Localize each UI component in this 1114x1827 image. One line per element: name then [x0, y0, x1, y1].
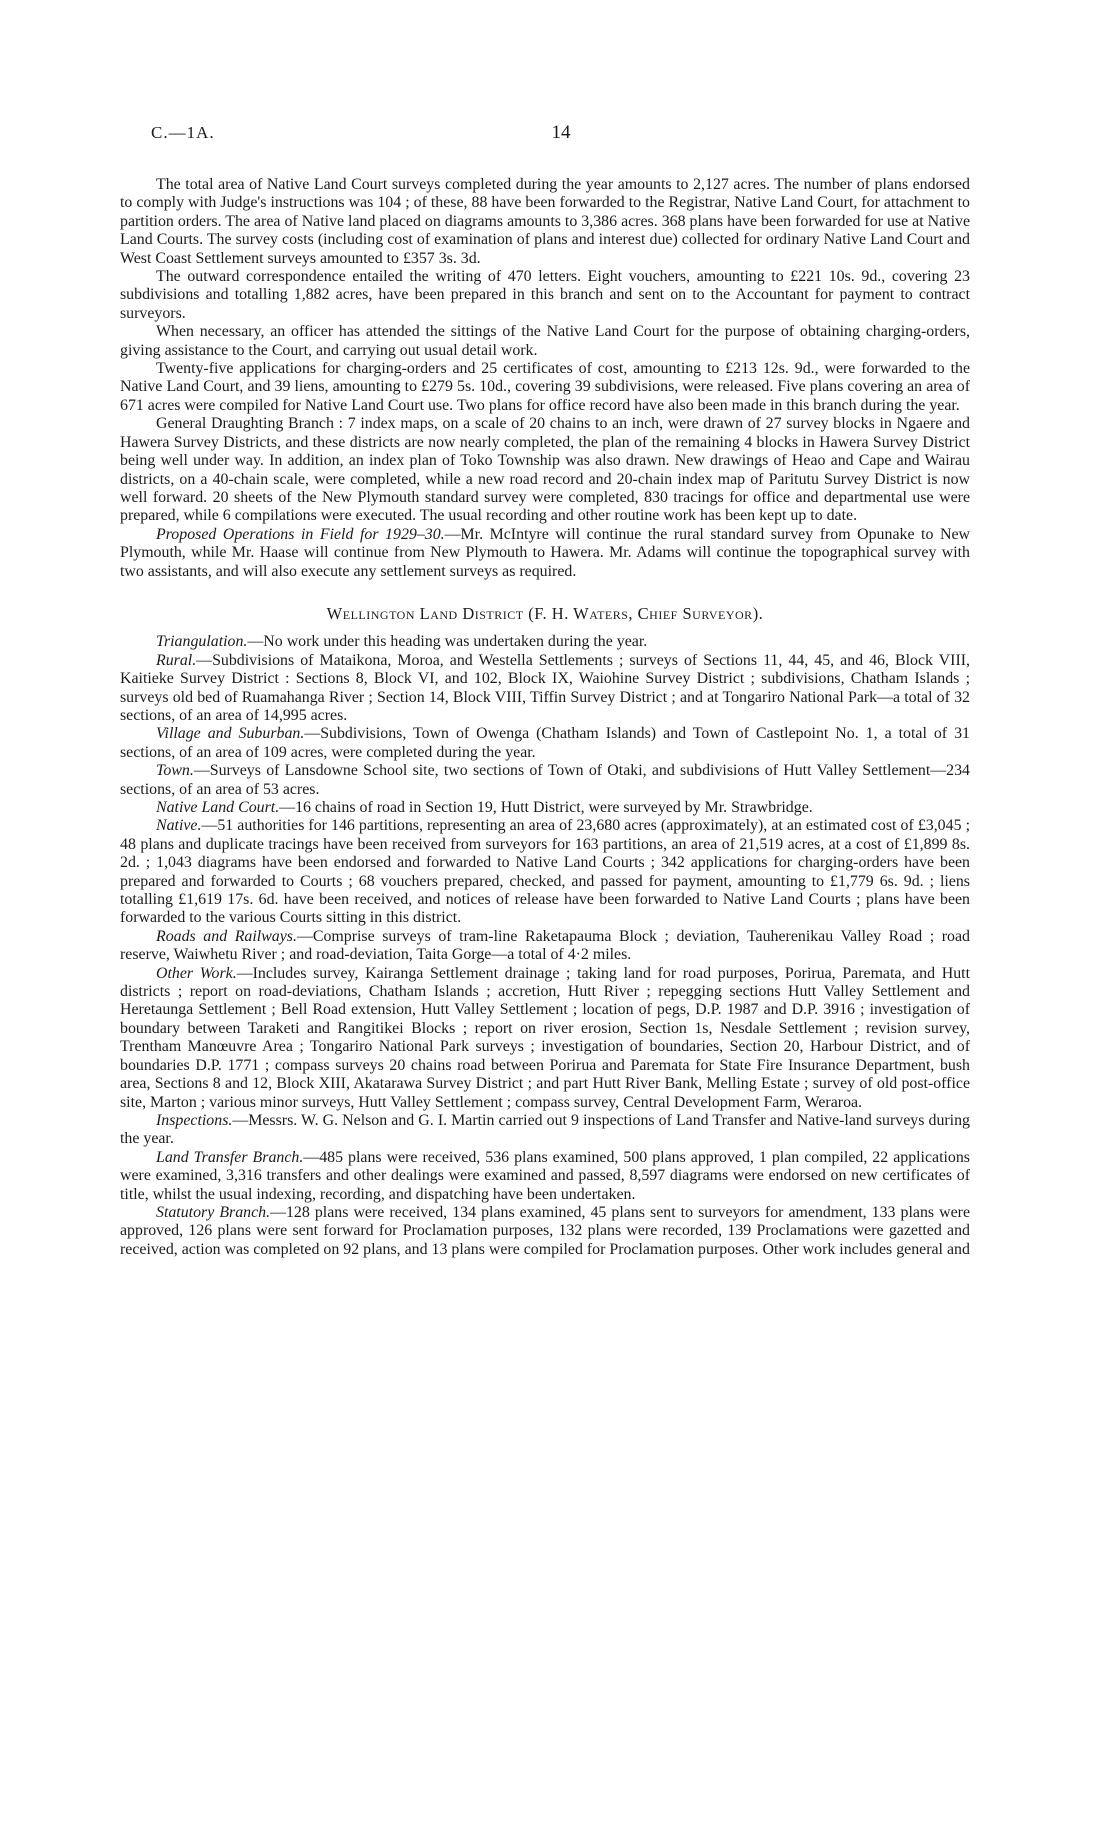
- paragraph: [120, 268, 970, 323]
- paragraph: [120, 360, 970, 415]
- paragraph-text: —Subdivisions, Town of Owenga (Chatham Islands) and Town of Castlepoint No. 1, a total of 31 sections, of an area of 109 acres, were completed during the year.: [120, 725, 970, 761]
- page-header: [151, 124, 971, 146]
- paragraph-lead: Statutory Branch.: [156, 1203, 271, 1221]
- paragraph-lead: Town.: [156, 762, 194, 780]
- paragraph-text: —Surveys of Lansdowne School site, two sections of Town of Otaki, and subdivisions of Hutt Valley Settlement—234 sections, of an area of 53 acres.: [120, 762, 970, 798]
- paragraph-lead: Triangulation.: [156, 633, 248, 651]
- paragraph: [120, 1112, 970, 1149]
- paragraph-text: The outward correspondence entailed the writing of 470 letters. Eight vouchers, amounting to £221 10s. 9d., covering 23 subdivisions and totalling 1,882 acres, have been prepared in this branch and sent on to the Accountant for payment to contract surveyors.: [120, 268, 970, 322]
- paragraph-text: —128 plans were received, 134 plans examined, 45 plans sent to surveyors for amendment, 133 plans were approved, 126 plans were sent forward for Proclamation purposes, 132 plans were recorded, 139 Proclamations were gazetted and received, action was completed on 92 plans, and 13 plans were compiled for Proclamation purposes. Other work includes general and: [120, 1203, 970, 1258]
- paragraph: [120, 725, 970, 762]
- section-heading: Wellington Land District (F. H. Waters, Chief Surveyor).: [326, 603, 764, 623]
- paragraph-lead: Land Transfer Branch.: [156, 1148, 304, 1166]
- paragraph: [120, 652, 970, 726]
- paragraphs-after: [120, 633, 970, 1259]
- paragraphs-before: [120, 176, 970, 581]
- paragraph: [120, 323, 970, 360]
- paragraph: [120, 762, 970, 799]
- paragraph-lead: Native Land Court.: [156, 799, 280, 816]
- paragraph-text: The total area of Native Land Court surveys completed during the year amounts to 2,127 acres. The number of plans endorsed to comply with Judge's instructions was 104 ; of these, 88 have been forwarded to the Registrar, Native Land Court, for attachment to partition orders. The area of Native land placed on diagrams amounts to 3,386 acres. 368 plans have been forwarded for use at Native Land Courts. The survey costs (including cost of examination of plans and interest due) collected for ordinary Native Land Court and West Coast Settlement surveys amounted to £357 3s. 3d.: [120, 176, 970, 267]
- paragraph-text: When necessary, an officer has attended the sittings of the Native Land Court for the purpose of obtaining charging-orders, giving assistance to the Court, and carrying out usual detail work.: [120, 323, 970, 359]
- paragraph: [120, 1149, 970, 1204]
- document-body: [120, 176, 970, 1259]
- paragraph-lead: Roads and Railways.: [156, 927, 297, 945]
- paragraph: [120, 817, 970, 927]
- paragraph: [120, 633, 970, 651]
- paragraph: [120, 799, 970, 817]
- paragraph-text: —Includes survey, Kairanga Settlement drainage ; taking land for road purposes, Porirua, Paremata, and Hutt districts ; report on road-deviations, Chatham Islands ; accretion, Hutt River ; repegging sections Hutt Valley Settlement and Heretaunga Settlement ; Bell Road extension, Hutt Valley Settlement ; location of pegs, D.P. 1987 and D.P. 3916 ; investigation of boundary between Taraketi and Rangitikei Blocks ; report on river erosion, Section 1s, Nesdale Settlement ; revision survey, Trentham Manœuvre Area ; Tongariro National Park surveys ; investigation of boundaries, Section 20, Harbour District, and of boundaries D.P. 1771 ; compass surveys 20 chains road between Porirua and Paremata for State Fire Insurance Department, bush area, Sections 8 and 12, Block XIII, Akatarawa Survey District ; and part Hutt River Bank, Melling Estate ; survey of old post-office site, Marton ; various minor surveys, Hutt Valley Settlement ; compass survey, Central Development Farm, Weraroa.: [120, 964, 970, 1111]
- paragraph: [120, 1204, 970, 1259]
- paragraph-text: —Comprise surveys of tram-line Raketapauma Block ; deviation, Tauherenikau Valley Road ; road reserve, Waiwhetu River ; and road-deviation, Taita Gorge—a total of 4·2 miles.: [120, 927, 970, 964]
- paragraph-text: General Draughting Branch : 7 index maps, on a scale of 20 chains to an inch, were drawn of 27 survey blocks in Ngaere and Hawera Survey Districts, and these districts are now nearly completed, the plan of the remaining 4 blocks in Hawera Survey District being well under way. In addition, an index plan of Toko Township was also drawn. New drawings of Heao and Cape and Wairau districts, on a 40-chain scale, were completed, while a new road record and 20-chain index map of Paritutu Survey District is now well forward. 20 sheets of the New Plymouth standard survey were completed, 830 tracings for office and departmental use were prepared, while 6 compilations were executed. The usual recording and other routine work has been kept up to date.: [120, 415, 970, 525]
- paragraph-lead: Village and Suburban.: [156, 725, 305, 743]
- paragraph: [120, 415, 970, 525]
- paragraph: [120, 965, 970, 1112]
- paragraph: [120, 928, 970, 965]
- paragraph-text: —Mr. McIntyre will continue the rural standard survey from Opunake to New Plymouth, while Mr. Haase will continue from New Plymouth to Hawera. Mr. Adams will continue the topographical survey with two assistants, and will also execute any settlement surveys as required.: [120, 525, 970, 580]
- paragraph-text: —16 chains of road in Section 19, Hutt District, were surveyed by Mr. Strawbridge.: [279, 799, 813, 816]
- paragraph-lead: Inspections.: [156, 1111, 233, 1129]
- paragraph-text: —Subdivisions of Mataikona, Moroa, and Westella Settlements ; surveys of Sections 11, 44, 45, and 46, Block VIII, Kaitieke Survey District : Sections 8, Block VI, and 102, Block IX, Waiohine Survey District ; subdivisions, Chatham Islands ; surveys old bed of Ruamahanga River ; Section 14, Block VIII, Tiffin Survey District ; and at Tongariro National Park—a total of 32 sections, of an area of 14,995 acres.: [120, 651, 970, 724]
- paragraph-lead: Proposed Operations in Field for 1929–30.: [156, 525, 445, 543]
- paragraph: [120, 176, 970, 268]
- paragraph-lead: Native.: [156, 817, 202, 835]
- paragraph-text: —485 plans were received, 536 plans examined, 500 plans approved, 1 plan compiled, 22 applications were examined, 3,316 transfers and other dealings were examined and passed, 8,597 diagrams were endorsed on new certificates of title, whilst the usual indexing, recording, and dispatching have been undertaken.: [120, 1148, 970, 1203]
- paragraph-lead: Other Work.: [156, 964, 237, 982]
- paragraph-text: —51 authorities for 146 partitions, representing an area of 23,680 acres (approximately), at an estimated cost of £3,045 ; 48 plans and duplicate tracings have been received from surveyors for 163 partitions, an area of 21,519 acres, at a cost of £1,899 8s. 2d. ; 1,043 diagrams have been endorsed and forwarded to Native Land Courts ; 342 applications for charging-orders have been prepared and forwarded to Courts ; 68 vouchers prepared, checked, and passed for payment, amounting to £1,779 6s. 9d. ; liens totalling £1,619 17s. 6d. have been received, and notices of release have been forwarded to Native Land Courts ; plans have been forwarded to the various Courts sitting in this district.: [120, 817, 970, 927]
- paragraph-lead: Rural.: [156, 651, 197, 669]
- paragraph-text: —Messrs. W. G. Nelson and G. I. Martin carried out 9 inspections of Land Transfer and Native-land surveys during the year.: [120, 1111, 970, 1148]
- paragraph: [120, 526, 970, 581]
- report-code: C.—1A.: [151, 123, 215, 142]
- page-number: 14: [551, 122, 571, 143]
- paragraph-text: Twenty-five applications for charging-orders and 25 certificates of cost, amounting to £213 12s. 9d., were forwarded to the Native Land Court, and 39 liens, amounting to £279 5s. 10d., covering 39 subdivisions, were released. Five plans covering an area of 671 acres were compiled for Native Land Court use. Two plans for office record have also been made in this branch during the year.: [120, 360, 970, 414]
- paragraph-text: —No work under this heading was undertaken during the year.: [247, 633, 648, 651]
